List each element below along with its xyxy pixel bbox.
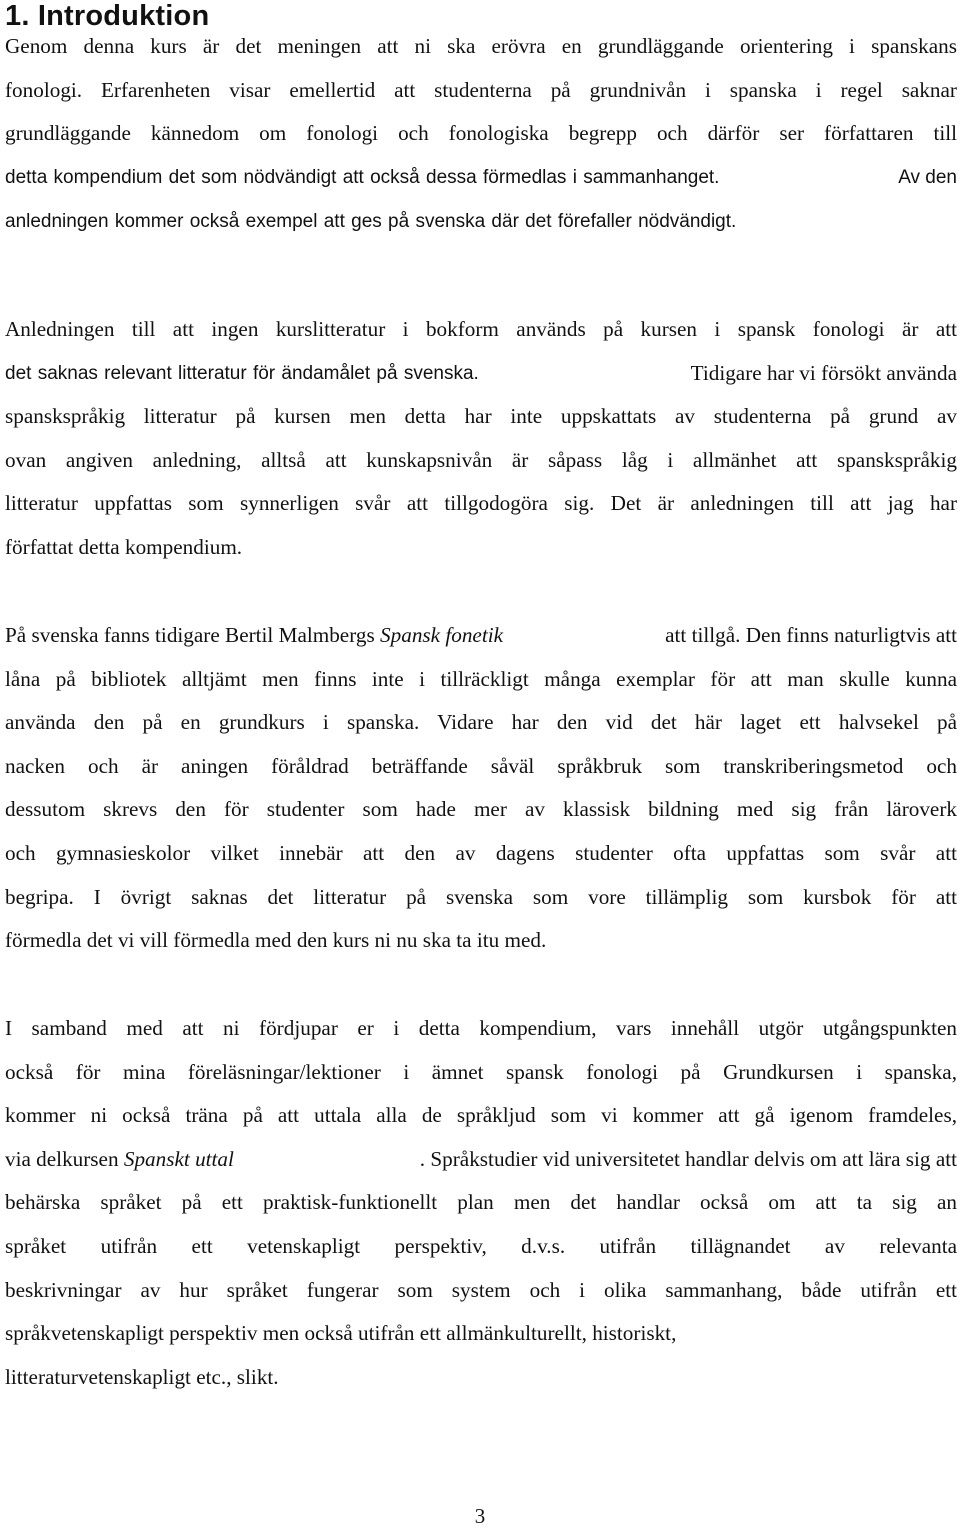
text-segment: via delkursen [5,1146,124,1171]
paragraph-line: I samband med att ni fördjupar er i detta kompendium, vars innehåll utgör utgångspunkten [5,1016,957,1040]
paragraph-line: förmedla det vi vill förmedla med den kurs ni nu ska ta itu med. [5,928,547,953]
paragraph-line: låna på bibliotek alltjämt men finns inte i tillräckligt många exemplar för att man skulle kunna [5,666,957,691]
paragraph-line: behärska språket på ett praktisk-funktionellt plan men det handlar också om att ta sig an [5,1190,957,1215]
paragraph-line [5,156,957,200]
paragraph-line: språket utifrån ett vetenskapligt perspektiv, d.v.s. utifrån tillägnandet av relevanta [5,1233,957,1258]
paragraph-line: ovan angiven anledning, alltså att kunskapsnivån är såpass låg i allmänhet att spanskspråkig [5,447,957,472]
paragraph-line: kommer ni också träna på att uttala alla de språkljud som vi kommer att gå igenom framdeles, [5,1103,957,1128]
paragraph-1 [5,25,957,243]
text-segment [5,1138,234,1182]
paragraph-line: begripa. I övrigt saknas det litteratur på svenska som vore tillämplig som kursbok för att [5,884,957,909]
paragraph-line: litteraturvetenskapligt etc., slikt. [5,1364,279,1389]
paragraph-line: dessutom skrevs den för studenter som hade mer av klassisk bildning med sig från läroverk [5,797,957,822]
paragraph-line: litteratur uppfattas som synnerligen svår att tillgodogöra sig. Det är anledningen till att jag har [5,491,957,516]
sans-text-segment: anledningen kommer också exempel att ges på svenska där det förefaller nödvändigt. [5,211,737,233]
paragraph-line: grundläggande kännedom om fonologi och fonologiska begrepp och därför ser författaren till [5,121,957,146]
page-number: 3 [474,1504,486,1528]
text-segment: På svenska fanns tidigare Bertil Malmbergs [5,623,381,647]
paragraph-line [5,199,957,243]
paragraph-line: fonologi. Erfarenheten visar emellertid att studenterna på grundnivån i spanska i regel saknar [5,77,957,102]
sans-text-segment: det saknas relevant litteratur för ändamålet på svenska. [5,362,479,384]
paragraph-line [5,614,957,658]
text-segment: Tidigare har vi försökt använda [690,360,957,385]
paragraph-line: också för mina föreläsningar/lektioner i ämnet spansk fonologi på Grundkursen i spanska, [5,1059,957,1084]
text-segment: att tillgå. Den finns naturligtvis att [665,623,957,647]
paragraph-line [5,1138,957,1182]
text-segment [5,614,503,658]
text-segment: . Språkstudier vid universitetet handlar delvis om att lära sig att [419,1146,957,1171]
sans-text-segment: Av den [898,166,957,188]
paragraph-line: använda den på en grundkurs i spanska. Vidare har den vid det här laget ett halvsekel på [5,710,957,735]
paragraph-line: språkvetenskapligt perspektiv men också utifrån ett allmänkulturellt, historiskt, [5,1321,677,1346]
paragraph-2 [5,308,957,570]
paragraph-line: och gymnasieskolor vilket innebär att den av dagens studenter ofta uppfattas som svår att [5,840,957,865]
paragraph-line: Anledningen till att ingen kurslitteratur i bokform används på kursen i spansk fonologi är att [5,317,957,341]
paragraph-line: Genom denna kurs är det meningen att ni ska erövra en grundläggande orientering i spanskans [5,34,957,58]
section-heading: 1. Introduktion [5,0,210,32]
italic-course-title: Spanskt uttal [123,1146,234,1171]
paragraph-line [5,352,957,396]
italic-book-title: Spansk fonetik [380,623,504,647]
paragraph-line: spanskspråkig litteratur på kursen men detta har inte uppskattats av studenterna på grund av [5,404,957,429]
paragraph-line: beskrivningar av hur språket fungerar som system och i olika sammanhang, både utifrån ett [5,1277,957,1302]
sans-text-segment: detta kompendium det som nödvändigt att också dessa förmedlas i sammanhanget. [5,166,720,188]
paragraph-line: författat detta kompendium. [5,534,243,559]
paragraph-4 [5,1007,957,1399]
paragraph-line: nacken och är aningen föråldrad beträffande såväl språkbruk som transkriberingsmetod och [5,753,957,778]
paragraph-3 [5,614,957,963]
